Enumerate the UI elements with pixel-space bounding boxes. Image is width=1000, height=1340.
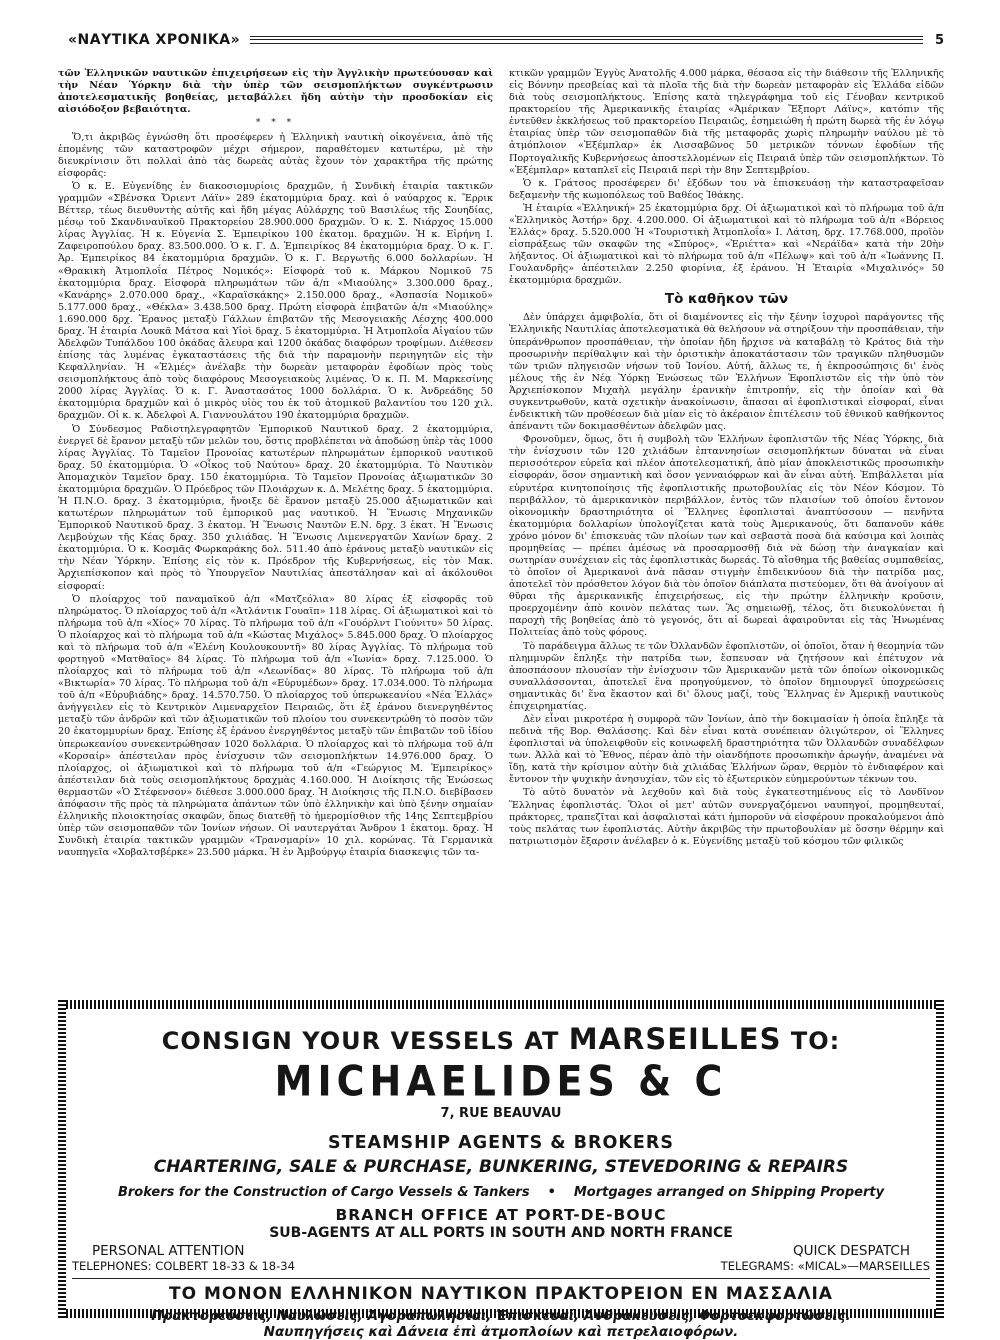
section-separator: * * *: [255, 118, 296, 129]
paragraph: Τὸ αὐτὸ δυνατὸν νὰ λεχθοῦν καὶ διὰ τοὺς ἐγκατεστημένους εἰς τὸ Λονδῖνον Ἕλληνας ἐφοπλιστάς. Ὅλοι οἱ μετ' αὐτῶν συνεργαζόμενοι ναυπηγοί, προμηθευταί, πράκτορες, τραπεζῖται καὶ ἀσφαλισταὶ κάτι ἠμποροῦν νὰ εἰσφέρουν προκαλούμενοι ἀπὸ τοὺς πελάτας των ἐφοπλιστάς. Αὐτὴν ἀκριβῶς τὴν πρωτοβουλίαν μὲ ὅσσην θέρμην καὶ πατριωτισμὸν ἔξαρσιν ἀνέλαβεν ὁ κ. Εὐγενίδης μεταξὺ τοῦ κόσμου τῶν φιλικῶς: [509, 787, 944, 847]
ad-address: 7, RUE BEAUVAU: [440, 1106, 562, 1121]
ad-border-right: [936, 1000, 944, 1318]
paragraph: Ὅ,τι ἀκριβῶς ἐγνώσθη ὅτι προσέφερεν ἡ Ἑλληνικὴ ναυτικὴ οἰκογένεια, ἀπὸ τῆς ἐπομένης τῶν καταστροφῶν μέχρι σήμερον, παραθέτομεν κατωτέρω, μὲ τὴν διευκρίνισιν ὅτι πολλαὶ ἀπὸ τὰς δωρεὰς αὐτὰς ἔχουν τὸν χαρακτῆρα τῆς πρώτης εἰσφορᾶς:: [58, 131, 493, 179]
ad-company-name: MICHAELIDES & C: [274, 1056, 728, 1106]
ad-quick-despatch: QUICK DESPATCH: [792, 1243, 910, 1259]
header-rule: [250, 36, 923, 44]
ad-services-title: STEAMSHIP AGENTS & BROKERS: [328, 1133, 674, 1153]
ad-contact-right: [721, 1243, 930, 1273]
page-header: [58, 28, 944, 52]
left-column: [58, 68, 493, 998]
ad-bullet: •: [547, 1185, 556, 1200]
paragraph: Ὁ κ. Ε. Εὐγενίδης ἐν διακοσιομυρίοις δραχμῶν, ἡ Συνδικὴ ἑταιρία τακτικῶν γραμμῶν «Σβένσκα Ὄριεντ Λάϊν» 289 ἑκατομμύρια δραχ. καὶ ὁ ναύαρχος κ. Ἔρρικ Βέττερ, τέως διευθυντὴς αὐτῆς καὶ ἤδη μέγας Αὐλάρχης τοῦ Βασιλέως τῆς Σουηδίας, μέσῳ τοῦ Σκανδιναυϊκοῦ Πρακτορείου 28.900.000 δραχμῶν. Ὁ κ. Σ. Νιάρχος 15.000 λίρας Ἀγγλίας. Ἡ κ. Εὐγενία Σ. Ἐμπειρίκου 100 ἑκατομ. δραχμῶν. Ἡ κ. Εἰρήνη Ι. Ζαφειροπούλου δραχ. 83.500.000. Ὁ κ. Γ. Δ. Ἐμπειρίκος 84 ἑκατομμύρια δραχ. Ὁ κ. Γ. Ἀρ. Ἐμπειρίκος 84 ἑκατομμύρια δραχμῶν. Ὁ κ. Γ. Βεργωτῆς 6.000 δολλαρίων. Ἡ «Θρακικὴ Ἀτμοπλοΐα Πέτρος Νομικός»: Εἰσφορὰ τοῦ κ. Μάρκου Νομικοῦ 75 ἑκατομμύρια δραχ. Εἰσφορὰ πληρωμάτων τῶν ἀ/π «Μιαούλης» 3.300.000 δραχ., «Κανάρης» 2.070.000 δραχ., «Καραϊσκάκης» 2.150.000 δραχ., «Ἀσπασία Νομικοῦ» 5.177.000 δραχ., «Θέκλα» 3.438.500 δραχ. Πρώτη εἰσφορὰ ἐπιβατῶν ἀ/π «Μιαούλης» 1.690.000 δρχ. Ἔρανος μεταξὺ Γάλλων ἐπιβατῶν τῆς Μεσογειακῆς Λέσχης 400.000 δραχ. Ἡ ἑταιρία Λουκᾶ Μάτσα καὶ Υἱοὶ δραχ. 5 ἑκατομμύρια. Ἡ Ἀτμοπλοΐα Αἰγαίου τῶν Ἀδελφῶν Τυπάλδου 100 ὀκάδας ἄλευρα καὶ 1200 ὀκάδας διαφόρων τροφίμων. Διέθεσεν ἐπίσης τὰς λυμένας ἐγκαταστάσεις τῆς διὰ τὴν παραμονὴν περιηγητῶν εἰς τὴν Κεφαλληνίαν. Ἡ «Ἑλμές» ἀνέλαβε τὴν δωρεὰν μεταφορὰν ἐφοδίων πρὸς τοὺς σεισμοπλήκτους ἀπὸ τοὺς διαφόρους Μεσογειακοὺς λιμένας. Ὁ κ. Π. Μ. Μαρκεσίνης 2000 λίρας Ἀγγλίας. Ὁ κ. Γ. Ἀναστασάτος 1000 δολλάρια. Ὁ κ. Ἀνδρεάδης 50 ἑκατομμύρια δραχμῶν καὶ ὁ μικρὸς υἱὸς του ἐκ τοῦ ἀτομικοῦ βαλαντίου του 120 χιλ. δραχμῶν. Οἱ κ. κ. Ἀδελφοὶ Α. Γιαννουλάτου 190 ἑκατομμύρια δραχμῶν.: [58, 180, 493, 422]
paragraph: Τὸ παράδειγμα ἄλλως τε τῶν Ὀλλανδῶν ἐφοπλιστῶν, οἱ ὁποῖοι, ὅταν ἡ θεομηνία τῶν πλημμυρῶν ἔπληξε τὴν πατρίδα των, ἔσπευσαν νὰ ζητήσουν καὶ ἐπέτυχον νὰ ἀποσπάσουν πλουσίαν τὴν ἐνίσχυσιν τῶν Ἀμερικανῶν μετὰ τῶν ὁποίων οἰκονομικῶς συναλλάσσονται, ἀποτελεῖ ἕνα προηγούμενον, τὸ ὁποῖον δημιουργεῖ ὑποχρεώσεις σημαντικὰς δι' ἕνα ἕκαστον καὶ δι' ὅλους μαζί, τοὺς Ἕλληνας ἐν Ἀμερικῇ ναυτικοὺς ἐπιχειρηματίας.: [509, 640, 944, 712]
paragraph: Δὲν εἶναι μικροτέρα ἡ συμφορὰ τῶν Ἰονίων, ἀπὸ τὴν δοκιμασίαν ἡ ὁποία ἔπληξε τὰ πεδινὰ τῆς Βορ. Θαλάσσης. Καὶ δὲν εἶναι κατὰ συνέπειαν ὀλιγώτερον, οἱ Ἕλληνες ἐφοπλισταὶ νὰ ὑπολειφθοῦν εἰς κοινωφελῆ δραστηριότητα τῶν Ὀλλανδῶν συναδέλφων των. Ἀλλὰ καὶ τὸ Ἔθνος, πέραν ἀπὸ τὴν οἰανδήποτε προσωπικὴν ἀρωγήν, ἀναμένει νὰ ἴδῃ, κατὰ τὴν κρίσιμον αὐτὴν διὰ χιλιάδας Ἑλλήνων ὥραν, θερμὸν τὸ ἐνδιαφέρον καὶ ἔντονον τὴν ψυχικὴν ἀνησυχίαν, τῶν εἰς τὸ ἐξωτερικὸν εὐημερούντων τέκνων του.: [509, 713, 944, 786]
ad-brokers-right: Mortgages arranged on Shipping Property: [573, 1185, 885, 1200]
ad-consign-city: MARSEILLES: [568, 1022, 782, 1056]
page-number: 5: [934, 32, 944, 48]
publication-title: «ΝΑΥΤΙΚΑ ΧΡΟΝΙΚΑ»: [68, 32, 241, 48]
paragraph: Ὁ Σύνδεσμος Ραδιοτηλεγραφητῶν Ἐμπορικοῦ Ναυτικοῦ δραχ. 2 ἑκατομμύρια, ἐνεργεῖ δὲ ἔρανον μεταξὺ τῶν μελῶν του, ὅστις προβλέπεται νὰ ἀποδώσῃ ὑπὲρ τὰς 1000 λίρας Ἀγγλίας. Τὸ Ταμεῖον Προνοίας κατωτέρων πληρωμάτων ἐμπορικοῦ ναυτικοῦ δραχ. 50 ἑκατομμύρια. Ὁ «Οἶκος τοῦ Ναύτου» δραχ. 20 ἑκατομμύρια. Τὸ Ναυτικὸν Ἀπομαχικὸν Ταμεῖον δραχ. 150 ἑκατομμύρια. Τὸ Ταμεῖον Προνοίας ἀξιωματικῶν 30 ἑκατομμύρια δραχμῶν. Ὁ Πρόεδρος τῶν Πλοιάρχων κ. Δ. Μελέτης δραχ. 5 ἑκατομμύρια. Ἡ Π.Ν.Ο. δραχ. 3 ἑκατομμύρια, ἤνοιξε δὲ ἔρανον μεταξὺ 25.000 ἀξιωματικῶν καὶ κατωτέρων πληρωμάτων τοῦ ἐμπορικοῦ μας ναυτικοῦ. Ἡ Ἕνωσις Μηχανικῶν Ἐμπορικοῦ Ναυτικοῦ δραχ. 3 ἑκατομ. Ἡ Ἕνωσις Ναυτῶν Ε.Ν. δρχ. 3 ἑκατ. Ἡ Ἕνωσις Λεμβούχων τῆς Κέας δραχ. 350 χιλιάδας. Ἡ Ἕνωσις Λιμενεργατῶν Χανίων δραχ. 2 ἑκατομμύρια. Ὁ κ. Κοσμᾶς Φωρκαράκης δολ. 511.40 ἀπὸ ἐράνους μεταξὺ ναυτικῶν εἰς τὴν Νέαν Ὑόρκην. Ἐπίσης εἰς τὸν κ. Πρόεδρον τῆς Κυβερνήσεως, εἰς τὸν Μακ. Ἀρχιεπίσκοπον καὶ πρὸς τὸ Ὑπουργεῖον Ναυτιλίας ἀπεστάλησαν καὶ αἱ ἀκόλουθοι εἰσφοραί:: [58, 423, 493, 592]
paragraph: Ὁ κ. Γράτσος προσέφερεν δι' ἐξόδων του νὰ ἐπισκευάσῃ τὴν καταστραφεῖσαν δεξαμενὴν τῆς κωμοπόλεως τοῦ Βαθέος Ἰθάκης.: [509, 177, 944, 201]
ad-consign-line: [72, 1022, 930, 1056]
paragraph: Ὁ πλοίαρχος τοῦ παναμαϊκοῦ ἀ/π «Ματζεόλια» 80 λίρας ἐξ εἰσφορᾶς τοῦ πληρώματος. Ὁ πλοίαρχος τοῦ ἀ/π «Ἀτλάντικ Γουαϊπ» 118 λίρας. Οἱ ἀξιωματικοὶ καὶ τὸ πλήρωμα τοῦ ἀ/π «Χίος» 70 λίρας. Τὸ πλήρωμα τοῦ ἀ/π «Γουόρλντ Γιούνιτυ» 50 λίρας. Ὁ πλοίαρχος καὶ τὸ πλήρωμα τοῦ ἀ/π «Κώστας Μιχάλος» 5.845.000 δραχ. Ὁ πλοίαρχος καὶ τὸ πλήρωμα τοῦ ἀ/π «Ἐλένη Κουλουκουντῆ» 80 λίρας Ἀγγλίας. Τὸ πλήρωμα τοῦ φορτηγοῦ «Ματθαῖος» 84 λίρας. Τὸ πλήρωμα τοῦ ἀ/π «Ἰωνία» δραχ. 7.125.000. Ὁ πλοίαρχος καὶ τὸ πλήρωμα τοῦ ἀ/π «Λεωνίδας» 80 λίρας. Τὸ πλήρωμα τοῦ ἀ/π «Βικτωρία» 70 λίρας. Τὸ πλήρωμα τοῦ ἀ/π «Εὐρυμέδων» δραχ. 17.034.000. Τὸ πλήρωμα τοῦ ἀ/π «Εὐρυβιάδης» δραχ. 14.570.750. Ὁ πλοίαρχος τοῦ ὑπερωκεανίου «Νέα Ἑλλάς» ἀνήγγειλεν εἰς τὸ Κεντρικὸν Λιμεναρχεῖον Πειραιῶς, ὅτι ἐξ ἐράνου διενεργηθέντος μεταξὺ τῶν ἀνδρῶν καὶ τῶν ἀξιωματικῶν τοῦ πλοίου του συνεκεντρώθη τὸ ποσὸν τῶν 20 ἑκατομμυρίων δραχ. Ἐπίσης ἐξ ἐράνου ἐνεργηθέντος μεταξὺ τῶν ἐπιβατῶν τοῦ ἰδίου ὑπερωκεανίου συνεκεντρώθησαν 1020 δολλάρια. Ὁ πλοίαρχος καὶ τὸ πλήρωμα τοῦ ἀ/π «Κορσαίρ» ἀπέστειλαν πρὸς ἐνίσχυσιν τῶν σεισμοπλήκτων 14.976.000 δραχ. Ὁ πλοίαρχος, οἱ ἀξιωματικοὶ καὶ τὸ πλήρωμα τοῦ ἀ/π «Γεώργιος Μ. Ἐμπειρίκος» ἀπέστειλαν διὰ τοὺς σεισμοπλήκτους δραχμὰς 4.160.000. Ἡ Διοίκησις τῆς Ἑνώσεως θερμαστῶν «Ὁ Στέφενσον» διέθεσε 3.000.000 δραχ. Ἡ Διοίκησις τῆς Π.Ν.Ο. διεβίβασεν ἀπόφασιν τῆς πρὸς τὰ πληρώματα ἁπάντων τῶν ὑπὸ ἑλληνικὴν καὶ ὑπὸ ξένην σημαίαν ἑλληνικῆς πλοιοκτησίας σκαφῶν, ὅπως διατεθῇ τὸ ἡμερομίσθιον τῆς 14ης Σεπτεμβρίου ὑπὲρ τῶν σεισμοπαθῶν τῶν Ἰονίων νήσων. Οἱ ναυτεργάται Ἄνδρου 1 ἑκατομ. δραχ. Ἡ Συνδικὴ ἑταιρία τακτικῶν γραμμῶν «Τρανσμαρίν» 10 χιλ. κορώνας. Τὰ Γερμανικὰ ναυπηγεῖα «Χοβαλτσβέρκε» 23.500 μάρκα. Ἡ ἐν Ἀμβούργῳ ἑταιρία διασκεψις τῶν τα-: [58, 593, 493, 859]
paragraph: Φρονοῦμεν, ὅμως, ὅτι ἡ συμβολὴ τῶν Ἑλλήνων ἐφοπλιστῶν τῆς Νέας Ὑόρκης, διὰ τὴν ἐνίσχυσιν τῶν 120 χιλιάδων ἐπταννησίων σεισμοπλήκτων δύναται νὰ εἶναι περισσότερον εὐρεῖα καὶ πλέον ἀποτελεσματική, ἀπὸ μίαν ἀποκλειστικῶς προσωπικὴν εἰσφοράν, ὅσον σημαντικὴ καὶ ὅσον γενναιόφρων καὶ ἂν εἶναι αὐτή. Ἐπιβάλλεται μία εὐρυτέρα κινητοποίησις τῆς ἐφοπλιστικῆς πρωτοβουλίας εἰς τὸν Νέον Κόσμον. Τὸ περιβάλλον, τὸ ἀμερικανικὸν περιβάλλον, ἐντὸς τῶν πλαισίων τοῦ ὁποίου ἔντονον οἰκονομικὴν δραστηριότητα οἱ Ἕλληνες ἐφοπλισταὶ ἀναπτύσσουν — πενῆντα ἑκατομμύρια δολλαρίων ὑπολογίζεται κατὰ τοὺς Ἀμερικανούς, ὅτι δαπανοῦν κάθε χρόνο μόνον δι' ἐπισκευὰς τῶν πλοίων των καὶ σεβαστὰ ποσὰ διὰ καύσιμα καὶ λοιπὰς προμηθείας — πρέπει ἀμέσως νὰ προσαρμοσθῇ διὰ νὰ δώσῃ τὴν ἀναγκαίαν καὶ σωτηρίαν συνέχειαν εἰς τὰς ἐφοπλιστικὰς δωρεάς. Τὸ αἴσθημα τῆς βαθείας συμπαθείας, τὸ ὁποῖον οἱ Ἀμερικανοὶ ἀνὰ πᾶσαν στιγμὴν ἐπιδεικνύουν διὰ τὴν πατρίδα μας, ἀποτελεῖ τὸν πρόσθετον λόγον διὰ τὸν ὁποῖον διάπλατα πιστεύομεν, ὅτι θὰ ἀνοίγουν αἱ θῦραι τῆς ἀμερικανικῆς ἐπιχειρήσεως, εἰς τὴν πρώτην ἑλληνικὴν κροῦσιν, προερχομένην ἀπὸ κοινὸν πελάτας των. Ἂς σημειωθῇ, τέλος, ὅτι διευκολύνεται ἡ παροχὴ τῆς βοηθείας ἀπὸ τὸ γεγονός, ὅτι αἱ δωρεαὶ ἀφαιροῦνται εἰς τὰς Ἡνωμένας Πολιτείας ἀπὸ τοὺς φόρους.: [509, 434, 944, 639]
ad-services: CHARTERING, SALE & PURCHASE, BUNKERING, STEVEDORING & REPAIRS: [153, 1157, 849, 1177]
newspaper-page: [58, 28, 944, 1340]
ad-subagents: SUB-AGENTS AT ALL PORTS IN SOUTH AND NORTH FRANCE: [269, 1225, 733, 1241]
section-heading: Τὸ καθῆκον τῶν: [664, 291, 789, 308]
ad-consign-prefix: CONSIGN YOUR VESSELS AT: [161, 1027, 560, 1055]
ad-telegrams: TELEGRAMS: «MICAL»—MARSEILLES: [720, 1259, 930, 1273]
ad-consign-suffix: TO:: [790, 1027, 841, 1055]
article-columns: [58, 68, 944, 998]
paragraph: Δὲν ὑπάρχει ἀμφιβολία, ὅτι οἱ διαμένοντες εἰς τὴν ξένην ἰσχυροὶ παράγοντες τῆς Ἑλληνικῆς Ναυτιλίας ἀποτελεσματικὰ θὰ θελήσουν νὰ στηρίξουν τὴν προσπάθειαν, τὴν ὑπεράνθρωπον προσπάθειαν, τὴν ὁποίαν ἤδη ἤρχισε νὰ καταβάλῃ τὸ Κράτος διὰ τὴν προσωρινὴν περίθαλψιν καὶ τὴν ὁριστικὴν ἀποκατάστασιν τῶν τραγικῶν πληθυσμῶν τῶν τριῶν πληγεισῶν νήσων τοῦ Ἰονίου. Αὐτή, ἄλλως τε, ἡ ἐκπροσώπησις δι' ἑνὸς μέλους τῆς ἐν Νέᾳ Ὑόρκῃ Ἑνώσεως τῶν Ἑλλήνων Ἐφοπλιστῶν εἰς τὴν ὑπὸ τὸν Ἀρχιεπίσκοπον Μιχαὴλ μεγάλην ἐρανικὴν ἐπιτροπήν, εἰς τὴν ὁποίαν καὶ θὰ συγκεντρωθοῦν, κατὰ σχετικὴν ἀνακοίνωσιν, ἅπασαι αἱ ἐφοπλιστικαὶ εἰσφοραί, εἶναι ἐνδεικτικὴ τῶν προθέσεων διὰ μίαν εἰς τὸ ἀκέραιον ἐπιτέλεσιν τοῦ ἐθνικοῦ καθήκοντος ἀπέναντι τῶν δοκιμασθέντων ἀδελφῶν μας.: [509, 312, 944, 433]
paragraph: Ἡ ἑταιρία «Ἑλληνική» 25 ἑκατομμύρια δρχ. Οἱ ἀξιωματικοὶ καὶ τὸ πλήρωμα τοῦ ἀ/π «Ἑλληνικὸς Ἀστήρ» δρχ. 4.200.000. Οἱ ἀξιωματικοὶ καὶ τὸ πλήρωμα τοῦ ἀ/π «Βόρειος Ἑλλάς» δραχ. 5.520.000 Ἡ «Τουριστικὴ Ἀτμοπλοΐα» Ι. Λάτση, δρχ. 17.768.000, προϊὸν εἰσπράξεως τῶν σκαφῶν της «Σπύρος», «Ἐριέττα» καὶ «Νεράϊδα» κατὰ τὴν 20ὴν λήξαντος. Οἱ ἀξιωματικοὶ καὶ τὸ πλήρωμα τοῦ ἀ/π «Πέλωψ» καὶ τοῦ ἀ/π «Ἰωάννης Π. Γουλανδρῆς» ἀπέστειλαν 2.250 φιορίνια, ἐξ ἐράνου. Ἡ Ἑταιρία «Μιχαλινός» 50 ἑκατομμύρια δραχμῶν.: [509, 202, 944, 287]
ad-telephones: TELEPHONES: COLBERT 18-33 & 18-34: [72, 1259, 295, 1273]
ad-brokers-line: [72, 1185, 930, 1200]
ad-content: [72, 1016, 930, 1340]
ad-greek-line2: Ναυπηγήσεις καὶ Δάνεια ἐπὶ ἀτμοπλοίων καὶ πετρελαιοφόρων.: [263, 1324, 739, 1340]
ad-branch: BRANCH OFFICE AT PORT-DE-BOUC: [335, 1206, 667, 1224]
ad-border-top: [58, 1000, 944, 1009]
ad-contact-left: [72, 1243, 295, 1273]
ad-personal-attention: PERSONAL ATTENTION: [92, 1243, 245, 1259]
ad-brokers-left: Brokers for the Construction of Cargo Vessels & Tankers: [117, 1185, 530, 1200]
advertisement: [58, 1000, 944, 1340]
right-column: [509, 68, 944, 998]
paragraph: κτικῶν γραμμῶν Ἐγγὺς Ἀνατολῆς 4.000 μάρκα, θέσασα εἰς τὴν διάθεσιν τῆς Ἑλληνικῆς εἰς Βόννην πρεσβείας καὶ τὰ πλοῖα τῆς διὰ τὴν δωρεὰν μεταφορὰν εἰς Ἑλλάδα εἰδῶν διὰ τοὺς σεισμοπλήκτους. Ἐπίσης κατὰ τηλεγράφημα τοῦ εἰς Γένοβαν κεντρικοῦ πρακτορείου τῆς Ἀμερικανικῆς ἑταιρίας «Ἀμέρικαν Ἔξπορτ Λάϊνς», κατόπιν τῆς ἐντεῦθεν ἐκκλήσεως τοῦ πρακτορείου Πειραιῶς, ἐσημειώθη ἡ πρώτη δωρεὰ τῆς ἐν λόγῳ ἑταιρίας ὑπὲρ τῶν σεισμοπαθῶν διὰ τῆς μεταφορᾶς χωρὶς πληρωμὴν ναύλου μὲ τὸ ἀτμόπλοιον «Ἐξέμπλαρ» ἐκ Λισσαβῶνος 50 μετρικῶν τόννων ἐφοδίων τῆς Πορτογαλικῆς Κυβερνήσεως ἀποστελλομένων εἰς Πειραιᾶ ὑπὲρ τῶν σεισμοπλήκτων. Τὸ «Ἐξέμπλαρ» καταπλεῖ εἰς Πειραιᾶ περὶ τὴν 8ην Σεπτεμβρίου.: [509, 68, 944, 176]
lead-paragraph: τῶν Ἑλληνικῶν ναυτικῶν ἐπιχειρήσεων εἰς τὴν Ἀγγλικὴν πρωτεύουσαν καὶ τὴν Νέαν Ὑόρκην διὰ τὴν ὑπὲρ τῶν σεισμοπλήκτων συγκέντρωσιν ἀποτελεσματικῆς βοηθείας, μεταβάλλει ἤδη αὐτὴν τὴν προσδοκίαν εἰς αἰσιόδοξον βεβαιότητα.: [58, 68, 493, 116]
ad-contact-row: [72, 1243, 930, 1275]
ad-border-left: [58, 1000, 66, 1318]
ad-greek-line1: Πρακτορεύσεις, Ναυλώσεις, Ἀγοραπωλησίαι, Ἐπισκευαί, Ἀνθρακεύσεις, Φορτοεκφορτώσεις.: [151, 1308, 851, 1324]
ad-greek-title: ΤΟ ΜΟΝΟΝ ΕΛΛΗΝΙΚΟΝ ΝΑΥΤΙΚΟΝ ΠΡΑΚΤΟΡΕΙΟΝ ΕΝ ΜΑΣΣΑΛΙΑ: [72, 1278, 930, 1304]
